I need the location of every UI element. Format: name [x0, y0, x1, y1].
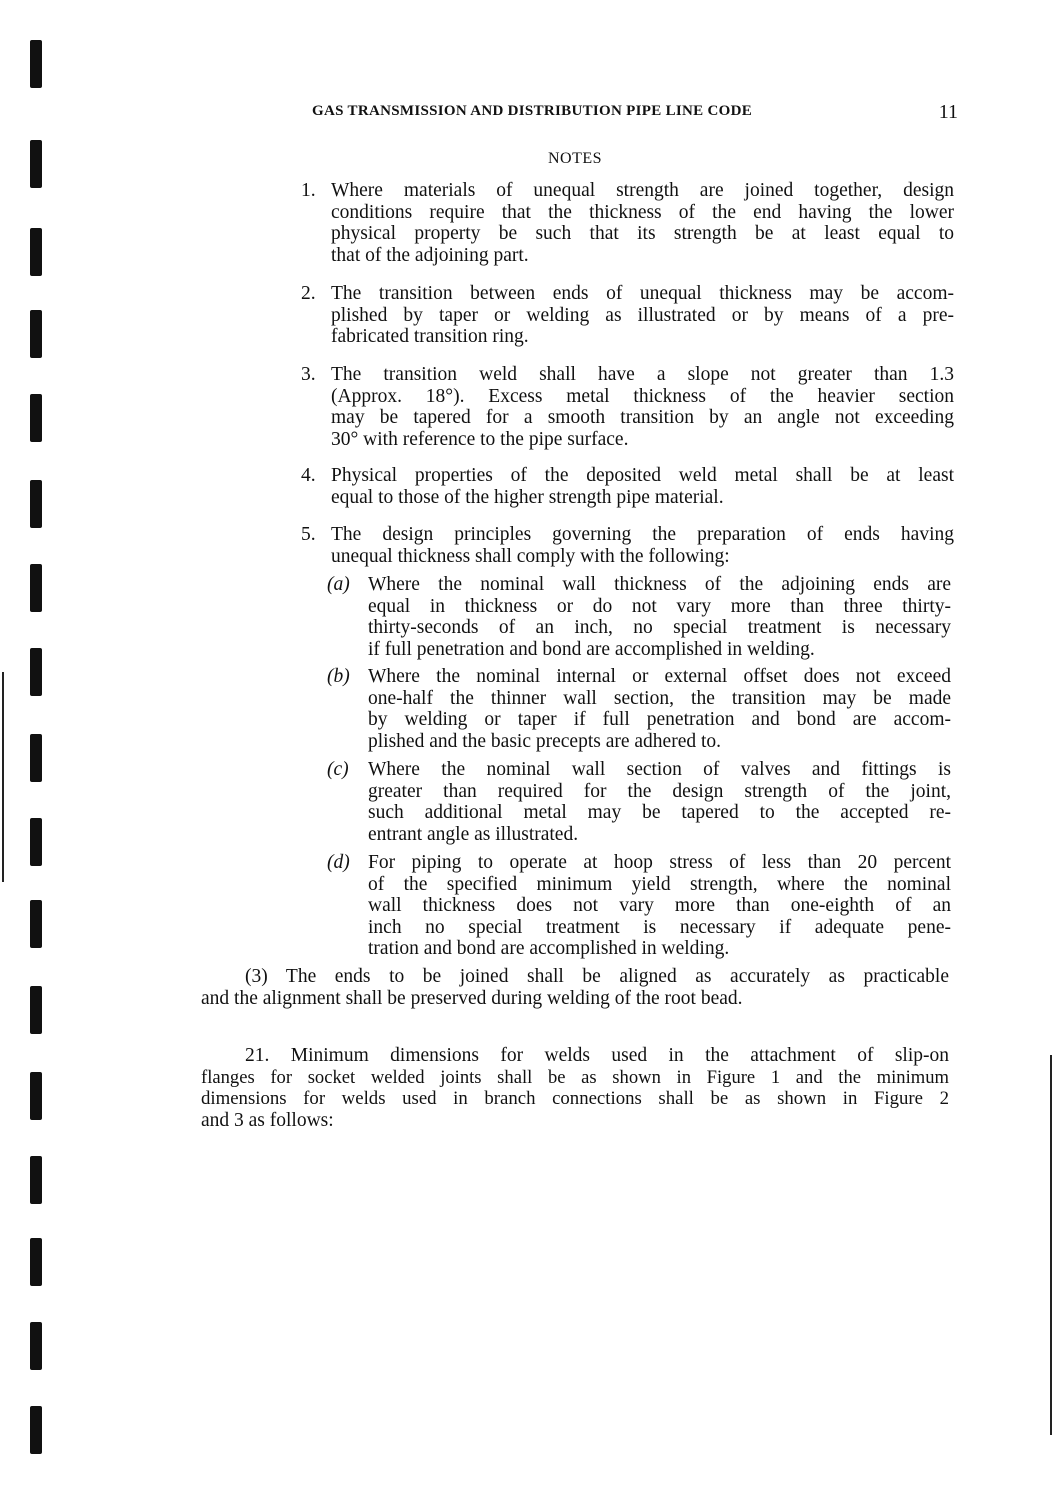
note-line: The transition between ends of unequal thickness may be accom- — [331, 283, 954, 304]
page-header — [312, 103, 958, 127]
binding-mark — [30, 310, 42, 358]
note-number: 5. — [301, 524, 316, 545]
note-number: 2. — [301, 283, 316, 304]
note-line: plished by taper or welding as illustrated or by means of a pre- — [331, 304, 954, 326]
note-4 — [331, 465, 954, 508]
right-edge-rule — [1050, 1055, 1052, 1435]
subitem-line: entrant angle as illustrated. — [368, 823, 579, 845]
subitem-letter: (a) — [327, 574, 350, 595]
subitem-line: equal in thickness or do not vary more than three thirty- — [368, 595, 951, 617]
note-line: (Approx. 18°). Excess metal thickness of the heavier section — [331, 385, 954, 407]
note-2 — [331, 283, 954, 348]
note-line: unequal thickness shall comply with the following: — [331, 545, 730, 567]
subitem-line: tration and bond are accomplished in welding. — [368, 938, 730, 959]
binding-mark — [30, 1156, 42, 1204]
note-number: 4. — [301, 465, 316, 486]
note-line: may be tapered for a smooth transition by an angle not exceeding — [331, 407, 954, 428]
subitem-line: one-half the thinner wall section, the transition may be made — [368, 687, 951, 709]
subitem-line: thirty-seconds of an inch, no special treatment is necessary — [368, 617, 951, 638]
subitem-line: Where the nominal wall section of valves and fittings is — [368, 759, 951, 780]
subitem-c — [368, 759, 951, 845]
left-edge-rule — [2, 672, 4, 882]
note-line: equal to those of the higher strength pipe material. — [331, 486, 724, 508]
subitem-line: wall thickness does not vary more than one-eighth of an — [368, 895, 951, 916]
binding-mark — [30, 228, 42, 276]
notes-heading: NOTES — [548, 150, 603, 167]
paragraph-21 — [201, 1045, 949, 1131]
subitem-a — [368, 574, 951, 660]
binding-mark — [30, 394, 42, 442]
paragraph-line: flanges for socket welded joints shall be as shown in Figure 1 and the minimum — [201, 1066, 949, 1088]
binding-mark — [30, 648, 42, 696]
subitem-line: inch no special treatment is necessary if adequate pene- — [368, 916, 951, 938]
note-line: Physical properties of the deposited weld metal shall be at least — [331, 465, 954, 486]
subitem-line: plished and the basic precepts are adhered to. — [368, 730, 722, 752]
note-number: 3. — [301, 364, 316, 385]
binding-mark — [30, 734, 42, 782]
paragraph-3 — [201, 966, 949, 1009]
binding-mark — [30, 40, 42, 88]
note-line: 30° with reference to the pipe surface. — [331, 428, 629, 450]
binding-mark — [30, 564, 42, 612]
subitem-letter: (c) — [327, 759, 349, 780]
binding-mark — [30, 1322, 42, 1370]
header-title: GAS TRANSMISSION AND DISTRIBUTION PIPE LINE CODE — [312, 103, 753, 119]
note-line: that of the adjoining part. — [331, 244, 529, 266]
paragraph-line: (3) The ends to be joined shall be aligned as accurately as practicable — [245, 966, 949, 987]
binding-mark — [30, 1072, 42, 1120]
subitem-line: Where the nominal wall thickness of the adjoining ends are — [368, 574, 951, 595]
note-line: physical property be such that its strength be at least equal to — [331, 223, 954, 244]
page-number: 11 — [938, 101, 958, 123]
note-1 — [331, 180, 954, 266]
note-line: The design principles governing the preparation of ends having — [331, 524, 954, 545]
subitem-d — [368, 852, 951, 960]
note-3 — [331, 364, 954, 450]
binding-mark — [30, 986, 42, 1034]
paragraph-line: 21. Minimum dimensions for welds used in the attachment of slip-on — [245, 1045, 949, 1066]
subitem-line: For piping to operate at hoop stress of less than 20 percent — [368, 852, 951, 873]
binding-mark — [30, 140, 42, 188]
note-line: fabricated transition ring. — [331, 326, 529, 347]
binding-mark — [30, 1238, 42, 1286]
paragraph-line: dimensions for welds used in branch connections shall be as shown in Figure 2 — [201, 1088, 949, 1109]
binding-mark — [30, 900, 42, 948]
note-line: conditions require that the thickness of the end having the lower — [331, 201, 954, 223]
note-line: Where materials of unequal strength are joined together, design — [331, 180, 954, 201]
subitem-line: by welding or taper if full penetration and bond are accom- — [368, 709, 951, 730]
binding-mark — [30, 818, 42, 866]
subitem-line: if full penetration and bond are accomplished in welding. — [368, 638, 815, 660]
subitem-line: greater than required for the design strength of the joint, — [368, 780, 951, 802]
note-5 — [331, 524, 954, 567]
note-line: The transition weld shall have a slope not greater than 1.3 — [331, 364, 954, 385]
binding-mark — [30, 1406, 42, 1454]
subitem-letter: (d) — [327, 852, 350, 873]
paragraph-line: and 3 as follows: — [201, 1109, 334, 1131]
binding-mark — [30, 480, 42, 528]
note-number: 1. — [301, 180, 316, 201]
subitem-b — [368, 666, 951, 752]
subitem-line: of the specified minimum yield strength, where the nominal — [368, 873, 951, 895]
subitem-line: such additional metal may be tapered to the accepted re- — [368, 802, 951, 823]
subitem-letter: (b) — [327, 666, 350, 687]
subitem-line: Where the nominal internal or external offset does not exceed — [368, 666, 951, 687]
paragraph-line: and the alignment shall be preserved during welding of the root bead. — [201, 987, 743, 1009]
